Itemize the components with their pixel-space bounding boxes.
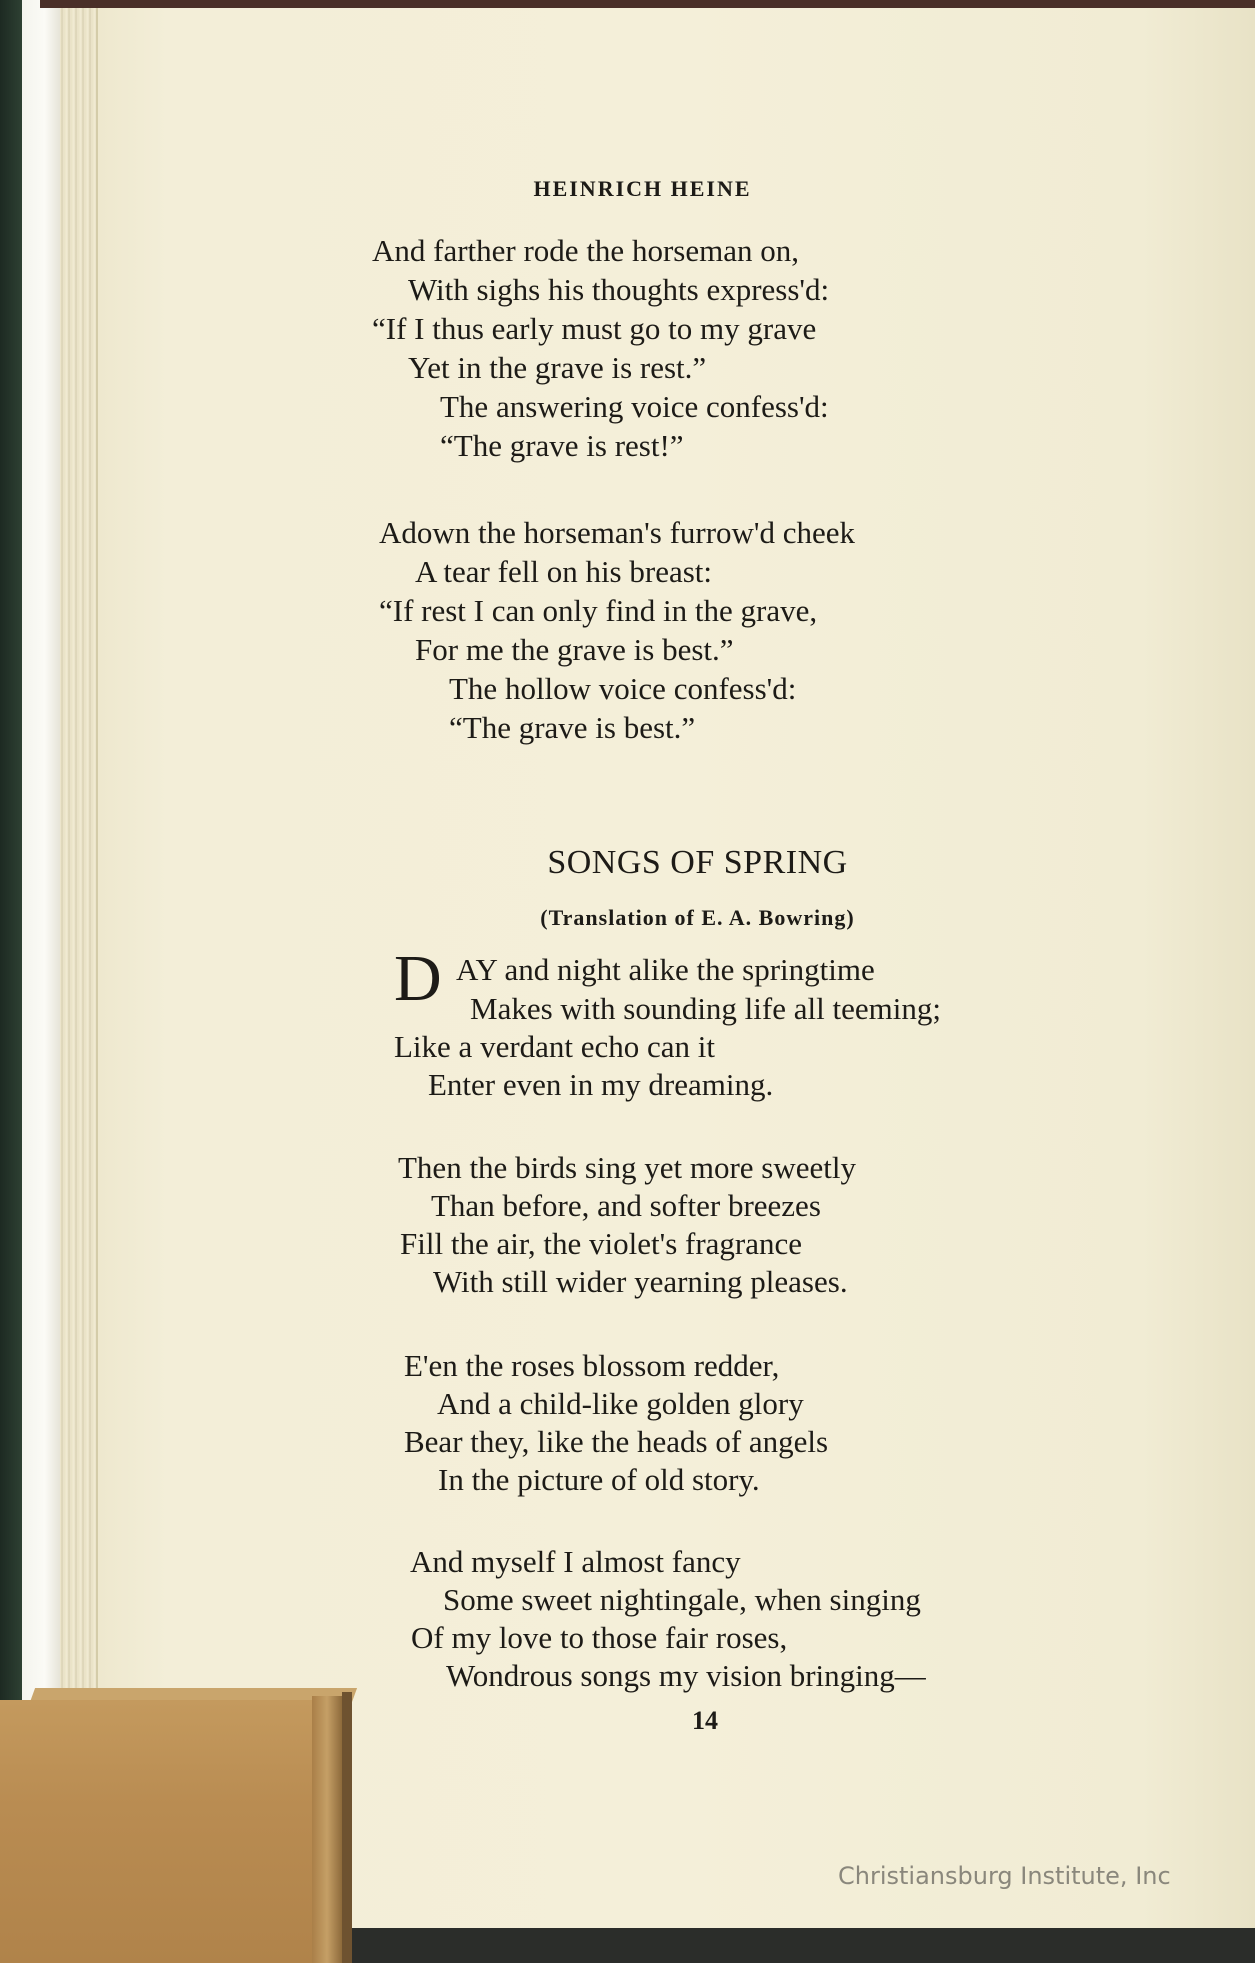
poem-line: Adown the horseman's furrow'd cheek [379,515,856,550]
poem-subtitle: (Translation of E. A. Bowring) [540,905,855,930]
poem-line: And myself I almost fancy [410,1544,741,1579]
foreground-book [0,1688,352,1963]
drop-cap: D [394,942,442,1015]
poem-line: “If rest I can only find in the grave, [379,593,818,628]
poem-line: Bear they, like the heads of angels [404,1424,829,1459]
poem-line: For me the grave is best.” [415,632,734,667]
book-top-edge [40,0,1255,8]
running-header: HEINRICH HEINE [533,176,752,201]
poem-line: Fill the air, the violet's fragrance [400,1226,803,1261]
poem-line: Yet in the grave is rest.” [408,350,707,385]
poem-line: And a child-like golden glory [437,1386,804,1421]
poem-line: In the picture of old story. [438,1462,760,1497]
poem-line: With still wider yearning pleases. [433,1264,848,1299]
poem-line: “The grave is best.” [449,710,696,745]
poem-line: AY and night alike the springtime [456,952,875,987]
poem-line: Enter even in my dreaming. [428,1067,774,1102]
poem-line: The hollow voice confess'd: [449,671,797,706]
poem-line: E'en the roses blossom redder, [404,1348,780,1383]
poem-line: Some sweet nightingale, when singing [443,1582,921,1617]
poem-title: SONGS OF SPRING [547,844,848,881]
page-number: 14 [692,1706,718,1735]
foreground-book-edge [342,1692,352,1963]
book-bottom-edge [330,1928,1255,1963]
poem-line: With sighs his thoughts express'd: [408,272,830,307]
poem-line: A tear fell on his breast: [415,554,712,589]
poem-line: The answering voice confess'd: [440,389,829,424]
poem-line: “If I thus early must go to my grave [372,311,817,346]
foreground-book-cover [0,1700,312,1963]
poem-line: Like a verdant echo can it [394,1029,716,1064]
poem-line: Makes with sounding life all teeming; [470,991,941,1026]
poem-line: Than before, and softer breezes [431,1188,821,1223]
foreground-book-spine [312,1696,342,1963]
poem-line: “The grave is rest!” [440,428,684,463]
poem-line: And farther rode the horseman on, [372,233,799,268]
watermark: Christiansburg Institute, Inc [838,1862,1171,1890]
poem-line: Then the birds sing yet more sweetly [398,1150,857,1185]
poem-line: Of my love to those fair roses, [411,1620,788,1655]
poem-line: Wondrous songs my vision bringing— [446,1658,926,1693]
